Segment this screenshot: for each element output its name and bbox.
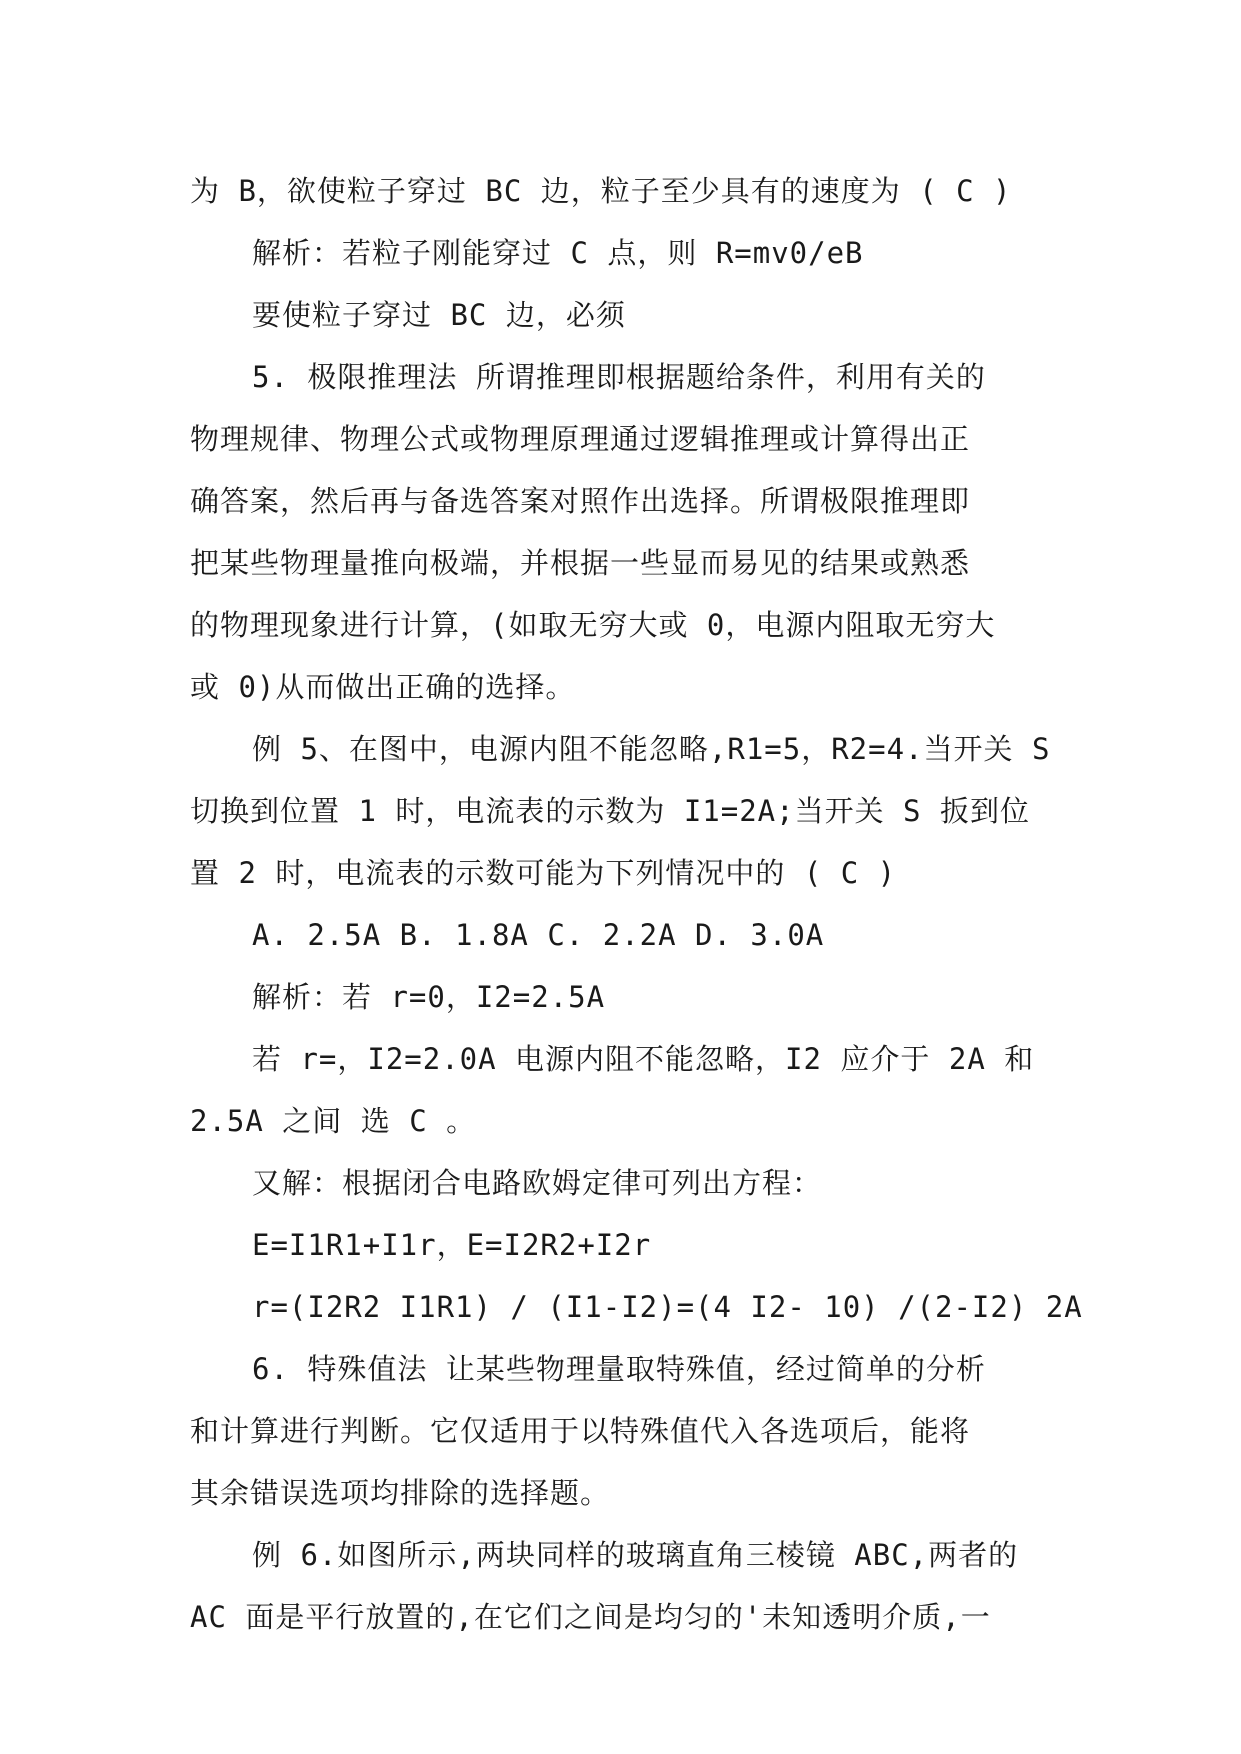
equation-line: r=(I2R2 I1R1) / (I1-I2)=(4 I2- 10) /(2-I2) 2A [252,1290,1083,1324]
text-line: 若 r=，I2=2.0A 电源内阻不能忽略，I2 应介于 2A 和 [252,1042,1035,1076]
options-line: A. 2.5A B. 1.8A C. 2.2A D. 3.0A [252,918,825,952]
text-line: AC 面是平行放置的,在它们之间是均匀的'未知透明介质,一 [190,1600,991,1634]
section-heading-line: 5. 极限推理法 所谓推理即根据题给条件，利用有关的 [252,360,986,394]
text-line: 和计算进行判断。它仅适用于以特殊值代入各选项后，能将 [190,1414,971,1448]
text-line: 置 2 时，电流表的示数可能为下列情况中的 ( C ) [190,856,897,890]
text-line: 的物理现象进行计算，(如取无穷大或 0，电源内阻取无穷大 [190,608,996,642]
document-body [190,160,1083,1648]
text-line: 又解：根据闭合电路欧姆定律可列出方程： [252,1166,823,1200]
text-line: 或 0)从而做出正确的选择。 [190,670,576,704]
example-line: 例 6.如图所示,两块同样的玻璃直角三棱镜 ABC,两者的 [252,1538,1019,1572]
text-line: 切换到位置 1 时，电流表的示数为 I1=2A;当开关 S 扳到位 [190,794,1030,828]
text-line: 2.5A 之间 选 C 。 [190,1104,477,1138]
text-line: 要使粒子穿过 BC 边，必须 [252,298,626,332]
text-line: 确答案，然后再与备选答案对照作出选择。所谓极限推理即 [190,484,971,518]
text-line: 解析：若 r=0，I2=2.5A [252,980,606,1014]
section-heading-line: 6. 特殊值法 让某些物理量取特殊值，经过简单的分析 [252,1352,986,1386]
text-line: 把某些物理量推向极端，并根据一些显而易见的结果或熟悉 [190,546,971,580]
equation-line: E=I1R1+I1r，E=I2R2+I2r [252,1228,652,1262]
text-line: 其余错误选项均排除的选择题。 [190,1476,611,1510]
example-line: 例 5、在图中，电源内阻不能忽略,R1=5，R2=4.当开关 S [252,732,1051,766]
text-line: 解析：若粒子刚能穿过 C 点，则 R=mv0/eB [252,236,864,270]
text-line: 物理规律、物理公式或物理原理通过逻辑推理或计算得出正 [190,422,971,456]
text-line: 为 B，欲使粒子穿过 BC 边，粒子至少具有的速度为 ( C ) [190,174,1012,208]
